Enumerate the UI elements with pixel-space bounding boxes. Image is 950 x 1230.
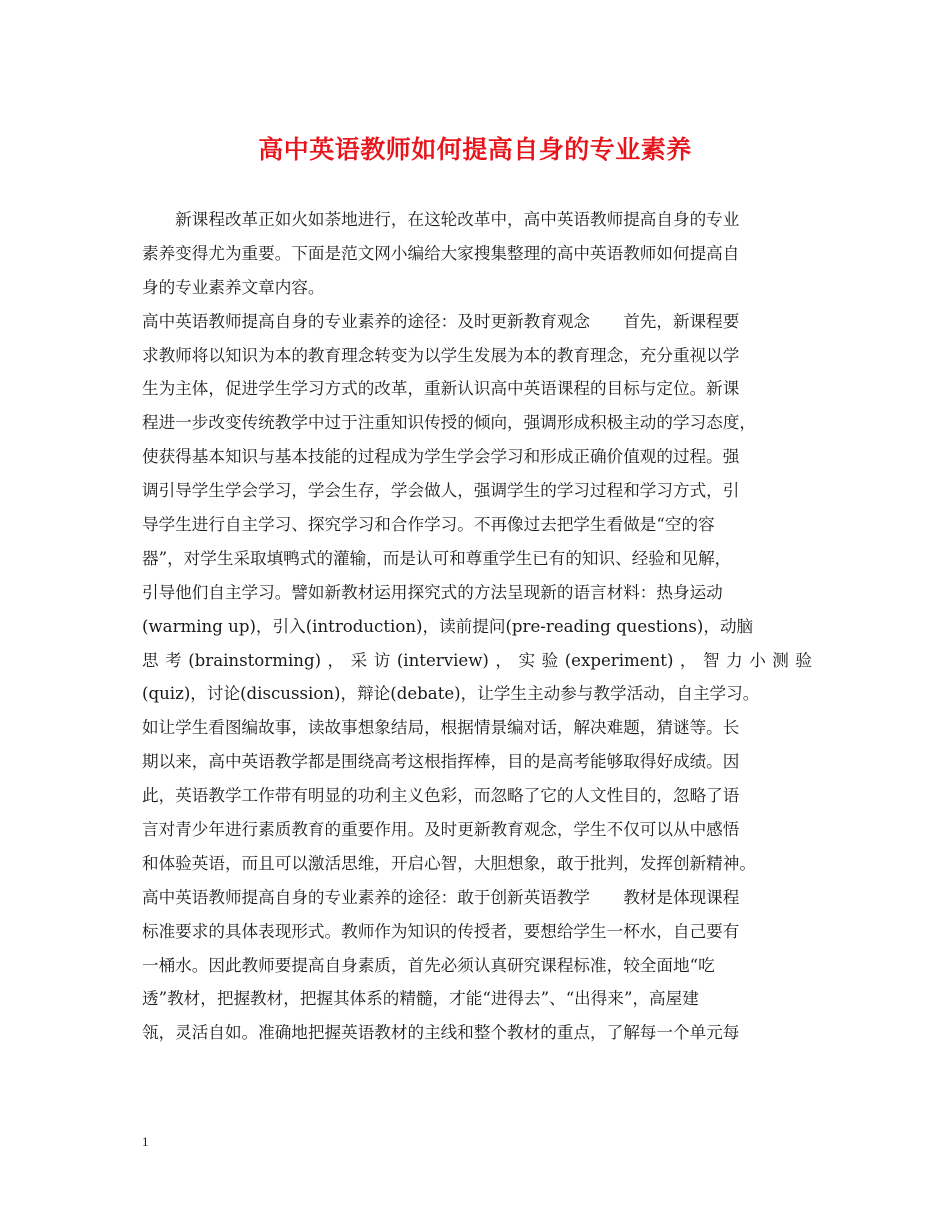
body-line: 透”教材，把握教材，把握其体系的精髓，才能“进得去”、“出得来”，高屋建	[142, 989, 699, 1009]
body-line: 新课程改革正如火如荼地进行，在这轮改革中，高中英语教师提高自身的专业	[142, 210, 740, 229]
body-line: 素养变得尤为重要。下面是范文网小编给大家搜集整理的高中英语教师如何提高自	[142, 243, 740, 263]
body-line: 引导他们自主学习。譬如新教材运用探究式的方法呈现新的语言材料：热身运动	[142, 582, 723, 602]
body-line: 如让学生看图编故事，读故事想象结局，根据情景编对话，解决难题，猜谜等。长	[142, 718, 740, 738]
body-line: 求教师将以知识为本的教育理念转变为以学生发展为本的教育理念，充分重视以学	[142, 345, 740, 365]
body-line: 期以来，高中英语教学都是围绕高考这根指挥棒，目的是高考能够取得好成绩。因	[142, 752, 740, 772]
page-number: 1	[142, 1134, 149, 1149]
body-line: 使获得基本知识与基本技能的过程成为学生学会学习和形成正确价值观的过程。强	[142, 447, 740, 467]
body-line: 生为主体，促进学生学习方式的改革，重新认识高中英语课程的目标与定位。新课	[142, 379, 740, 399]
document-body	[142, 203, 812, 1050]
body-line: 导学生进行自主学习、探究学习和合作学习。不再像过去把学生看做是“空的容	[142, 515, 715, 535]
body-line: 高中英语教师提高自身的专业素养的途径：敢于创新英语教学 教材是体现课程	[142, 887, 740, 907]
body-line: (warming up)，引入(introduction)，读前提问(pre-reading questions)，动脑	[142, 616, 754, 636]
body-line: 器”，对学生采取填鸭式的灌输，而是认可和尊重学生已有的知识、经验和见解，	[142, 548, 732, 568]
body-line: 此，英语教学工作带有明显的功利主义色彩，而忽略了它的人文性目的，忽略了语	[142, 786, 740, 806]
body-line: 一桶水。因此教师要提高自身素质，首先必须认真研究课程标准，较全面地“吃	[142, 955, 715, 975]
body-line: 和体验英语，而且可以激活思维，开启心智，大胆想象，敢于批判，发挥创新精神。	[142, 853, 756, 873]
body-line: 调引导学生学会学习，学会生存，学会做人，强调学生的学习过程和学习方式，引	[142, 481, 740, 501]
body-line: 身的专业素养文章内容。	[142, 277, 325, 297]
body-line: (quiz)，讨论(discussion)，辩论(debate)，让学生主动参与教学活动，自主学习。	[142, 684, 760, 704]
document-title: 高中英语教师如何提高自身的专业素养	[258, 135, 692, 164]
body-line: 程进一步改变传统教学中过于注重知识传授的倾向，强调形成积极主动的学习态度，	[142, 413, 756, 433]
body-line: 思考(brainstorming)，采访(interview)，实验(experiment)，智力小测验	[142, 650, 812, 670]
body-line: 言对青少年进行素质教育的重要作用。及时更新教育观念，学生不仅可以从中感悟	[142, 820, 740, 840]
body-line: 瓴，灵活自如。准确地把握英语教材的主线和整个教材的重点，了解每一个单元每	[142, 1023, 740, 1043]
body-line: 标准要求的具体表现形式。教师作为知识的传授者，要想给学生一杯水，自己要有	[142, 921, 740, 941]
body-line: 高中英语教师提高自身的专业素养的途径：及时更新教育观念 首先，新课程要	[142, 311, 740, 331]
